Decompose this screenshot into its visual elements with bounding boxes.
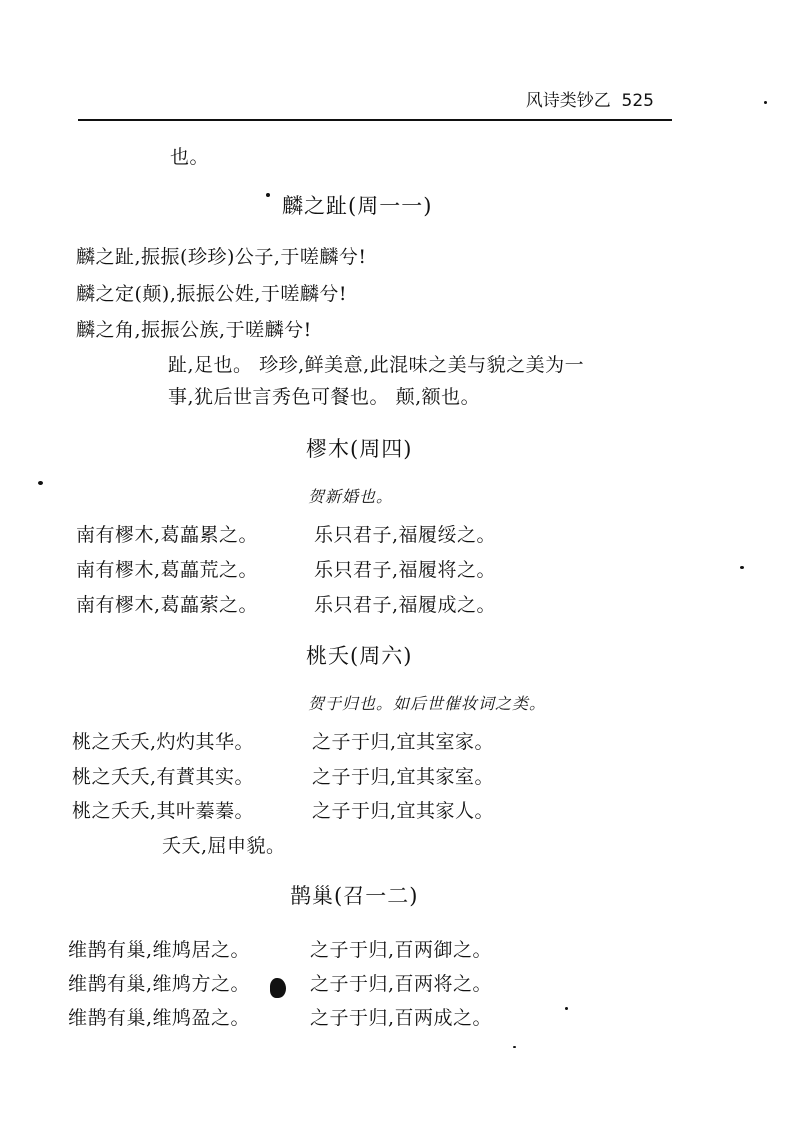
poem-line: 麟之角,振振公族,于嗟麟兮! [76,319,312,341]
ink-blot [270,978,286,998]
section-title-quechao: 鹊巢(召一二) [290,884,419,908]
stanza-line-b: 之子于归,宜其家人。 [312,800,495,822]
stanza-line-b: 乐只君子,福履成之。 [314,594,497,616]
scan-speck [38,481,43,485]
scan-speck [740,566,744,569]
running-header [526,86,654,111]
commentary-line: 夭夭,屈申貌。 [162,835,286,857]
section-title-jiumu: 樛木(周四) [306,437,413,461]
commentary-line: 趾,足也。 珍珍,鲜美意,此混味之美与貌之美为一 [168,354,585,376]
section-title-linzhizhi: 麟之趾(周一一) [282,194,433,218]
stanza-line-a: 桃之夭夭,其叶蓁蓁。 [72,800,255,822]
stanza-line-b: 之子于归,百两成之。 [310,1007,493,1029]
scan-speck [266,193,270,197]
stanza-line-a: 维鹊有巢,维鸠盈之。 [68,1007,251,1029]
continuation-text: 也。 [170,146,210,168]
stanza-line-b: 之子于归,百两御之。 [310,939,493,961]
stanza-line-a: 南有樛木,葛藟荒之。 [76,559,259,581]
header-rule [78,119,672,121]
scan-speck [565,1007,568,1010]
scan-speck [764,101,767,104]
commentary-line: 事,犹后世言秀色可餐也。 颠,额也。 [168,386,481,408]
stanza-line-b: 乐只君子,福履绥之。 [314,524,497,546]
page-number: 525 [621,91,654,111]
poem-line: 麟之趾,振振(珍珍)公子,于嗟麟兮! [76,246,367,268]
section-preface: 贺新婚也。 [308,487,394,506]
stanza-line-a: 维鹊有巢,维鸠居之。 [68,939,251,961]
stanza-line-b: 之子于归,宜其家室。 [312,766,495,788]
stanza-line-b: 之子于归,百两将之。 [310,973,493,995]
poem-line: 麟之定(颠),振振公姓,于嗟麟兮! [76,283,348,305]
stanza-line-a: 桃之夭夭,灼灼其华。 [72,731,255,753]
stanza-line-b: 之子于归,宜其室家。 [312,731,495,753]
scan-speck [513,1046,516,1048]
stanza-line-a: 桃之夭夭,有蕡其实。 [72,766,255,788]
section-title-taoyao: 桃夭(周六) [306,644,413,668]
stanza-line-a: 南有樛木,葛藟累之。 [76,524,259,546]
stanza-line-a: 南有樛木,葛藟萦之。 [76,594,259,616]
stanza-line-b: 乐只君子,福履将之。 [314,559,497,581]
section-preface: 贺于归也。如后世催妆词之类。 [308,694,547,713]
header-title: 风诗类钞乙 [525,91,611,111]
stanza-line-a: 维鹊有巢,维鸠方之。 [68,973,251,995]
